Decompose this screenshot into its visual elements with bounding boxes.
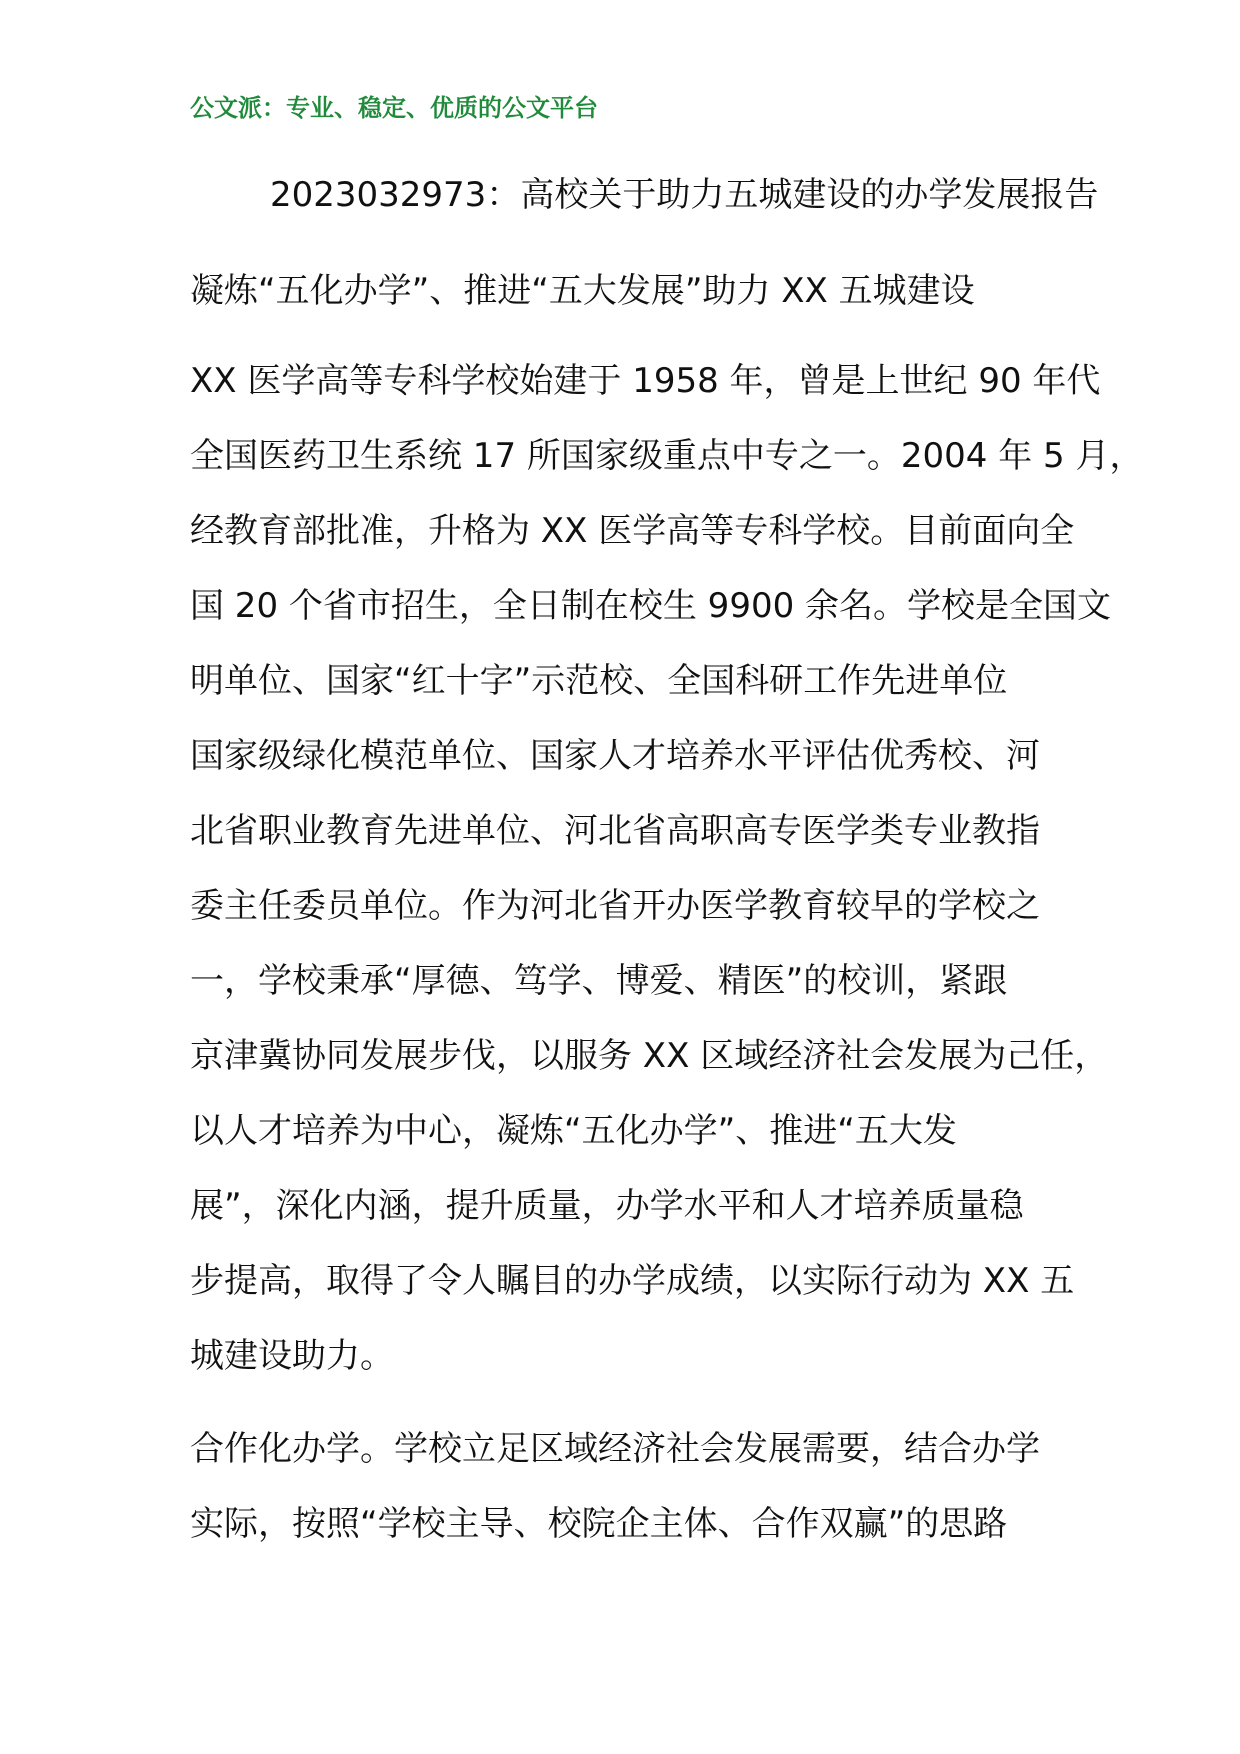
paragraph-line: 展”，深化内涵，提升质量，办学水平和人才培养质量稳 — [190, 1186, 1024, 1226]
paragraph-line: 京津冀协同发展步伐，以服务 XX 区域经济社会发展为己任， — [190, 1036, 1109, 1076]
paragraph-line: 以人才培养为中心，凝炼“五化办学”、推进“五大发 — [190, 1111, 957, 1151]
paragraph-line: XX 医学高等专科学校始建于 1958 年，曾是上世纪 90 年代 — [190, 361, 1101, 401]
paragraph-line: 全国医药卫生系统 17 所国家级重点中专之一。2004 年 5 月， — [190, 436, 1144, 476]
paragraph-line: 明单位、国家“红十字”示范校、全国科研工作先进单位 — [190, 661, 1008, 701]
paragraph-line: 委主任委员单位。作为河北省开办医学教育较早的学校之 — [190, 886, 1040, 926]
paragraph-line: 一，学校秉承“厚德、笃学、博爱、精医”的校训，紧跟 — [190, 961, 1008, 1001]
paragraph-line: 北省职业教育先进单位、河北省高职高专医学类专业教指 — [190, 811, 1040, 851]
paragraph-line: 国家级绿化模范单位、国家人才培养水平评估优秀校、河 — [190, 736, 1040, 776]
brand-header: 公文派：专业、稳定、优质的公文平台 — [190, 94, 598, 122]
paragraph-line: 国 20 个省市招生，全日制在校生 9900 余名。学校是全国文 — [190, 586, 1112, 626]
document-subtitle: 凝炼“五化办学”、推进“五大发展”助力 XX 五城建设 — [190, 271, 975, 311]
body-paragraph-intro — [190, 344, 1144, 1394]
paragraph-line: 实际，按照“学校主导、校院企主体、合作双赢”的思路 — [190, 1504, 1008, 1544]
paragraph-line: 合作化办学。学校立足区域经济社会发展需要，结合办学 — [190, 1429, 1040, 1469]
paragraph-line: 城建设助力。 — [190, 1336, 394, 1376]
paragraph-line: 步提高，取得了令人瞩目的办学成绩，以实际行动为 XX 五 — [190, 1261, 1075, 1301]
paragraph-line: 经教育部批准，升格为 XX 医学高等专科学校。目前面向全 — [190, 511, 1075, 551]
document-title: 2023032973：高校关于助力五城建设的办学发展报告 — [270, 175, 1099, 215]
body-paragraph-cooperation — [190, 1412, 1090, 1562]
